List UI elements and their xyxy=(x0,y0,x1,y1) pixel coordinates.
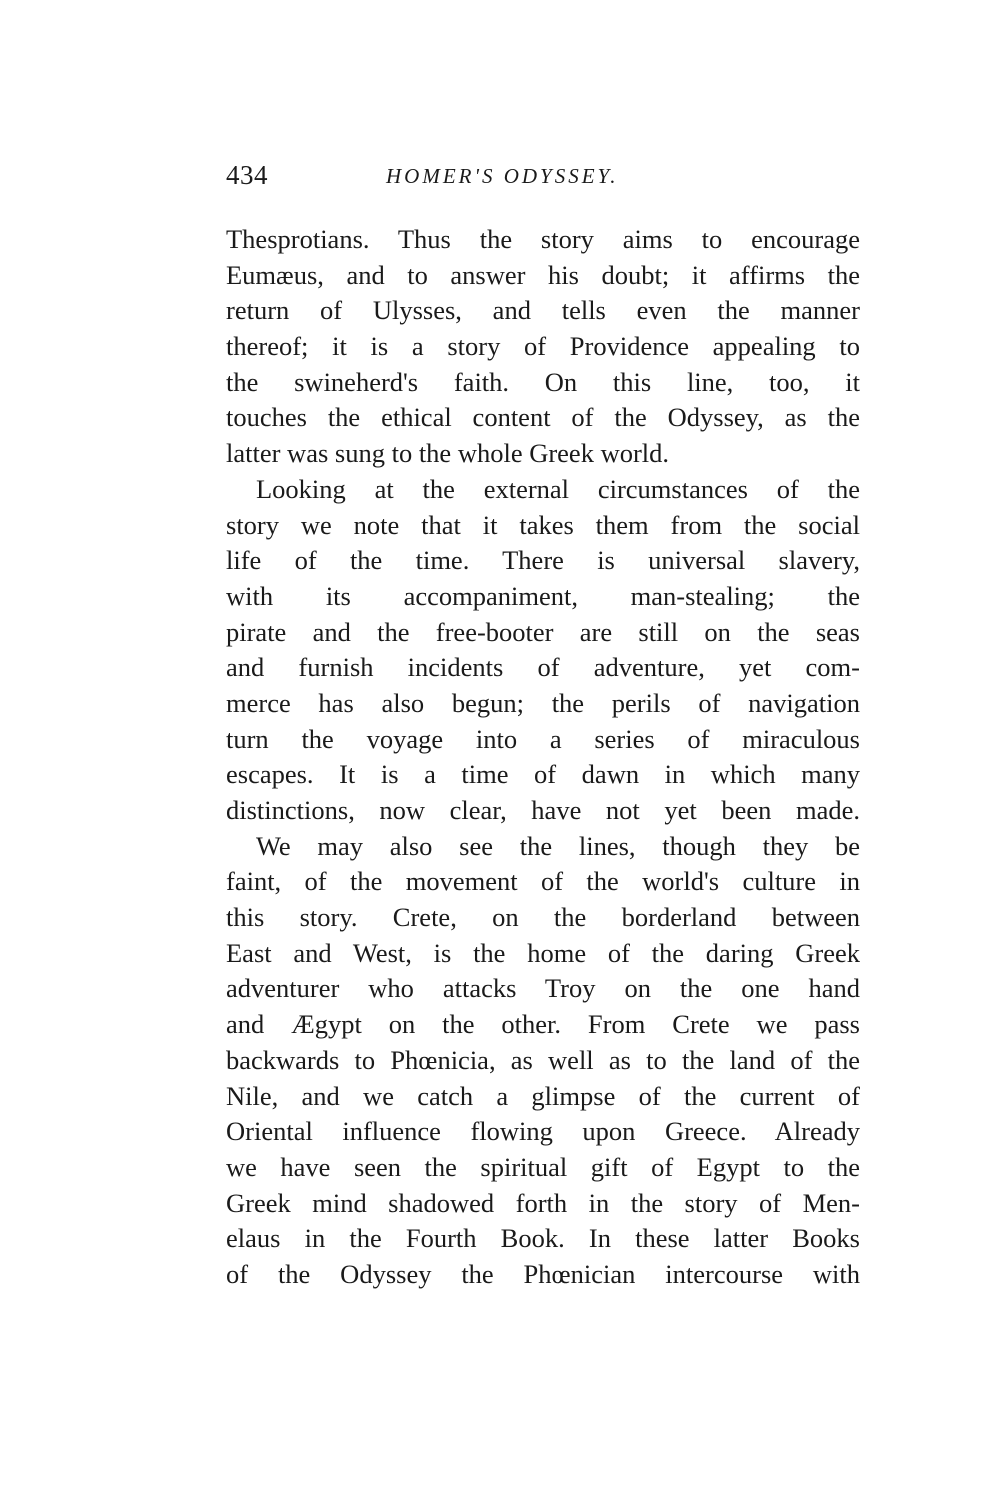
text-line: story we note that it takes them from the social xyxy=(226,509,860,540)
text-line: with its accompaniment, man-stealing; the xyxy=(226,580,860,611)
text-line: and furnish incidents of adventure, yet com- xyxy=(226,652,860,683)
text-line: distinctions, now clear, have not yet been made. xyxy=(226,795,860,825)
text-line: Greek mind shadowed forth in the story of Men- xyxy=(226,1187,860,1218)
text-line: latter was sung to the whole Greek world. xyxy=(226,438,670,469)
text-line: return of Ulysses, and tells even the manner xyxy=(226,295,860,326)
text-line: adventurer who attacks Troy on the one hand xyxy=(226,973,860,1004)
running-title: HOMER'S ODYSSEY. xyxy=(386,164,619,188)
text-line: elaus in the Fourth Book. In these latter Books xyxy=(226,1223,860,1254)
text-line: escapes. It is a time of dawn in which many xyxy=(226,759,860,790)
text-line: touches the ethical content of the Odyssey, as the xyxy=(226,402,860,433)
text-line: Oriental influence flowing upon Greece. Already xyxy=(226,1116,860,1147)
text-line: this story. Crete, on the borderland between xyxy=(226,902,860,933)
running-head xyxy=(226,160,860,200)
text-line: thereof; it is a story of Providence appealing to xyxy=(226,331,860,362)
text-line: of the Odyssey the Phœnician intercourse with xyxy=(226,1258,860,1289)
text-line: Eumæus, and to answer his doubt; it affirms the xyxy=(226,259,860,290)
text-line: faint, of the movement of the world's culture in xyxy=(226,866,860,897)
text-line: Looking at the external circumstances of the xyxy=(256,473,860,504)
paragraph xyxy=(226,222,860,472)
text-line: life of the time. There is universal slavery, xyxy=(226,545,860,576)
text-line: Nile, and we catch a glimpse of the current of xyxy=(226,1080,860,1111)
text-line: pirate and the free-booter are still on the seas xyxy=(226,616,860,647)
text-line: turn the voyage into a series of miraculous xyxy=(226,723,860,754)
text-line: the swineherd's faith. On this line, too, it xyxy=(226,366,860,397)
paragraph xyxy=(226,829,860,1293)
text-line: and Ægypt on the other. From Crete we pass xyxy=(226,1009,860,1040)
text-line: we have seen the spiritual gift of Egypt to the xyxy=(226,1151,860,1182)
page-number: 434 xyxy=(226,160,268,190)
text-line: We may also see the lines, though they be xyxy=(256,830,860,861)
text-line: Thesprotians. Thus the story aims to encourage xyxy=(226,224,860,254)
text-line: East and West, is the home of the daring Greek xyxy=(226,937,860,968)
text-line: merce has also begun; the perils of navigation xyxy=(226,687,860,718)
paragraph xyxy=(226,472,860,829)
text-line: backwards to Phœnicia, as well as to the land of the xyxy=(226,1044,860,1075)
body-text xyxy=(226,222,860,1293)
